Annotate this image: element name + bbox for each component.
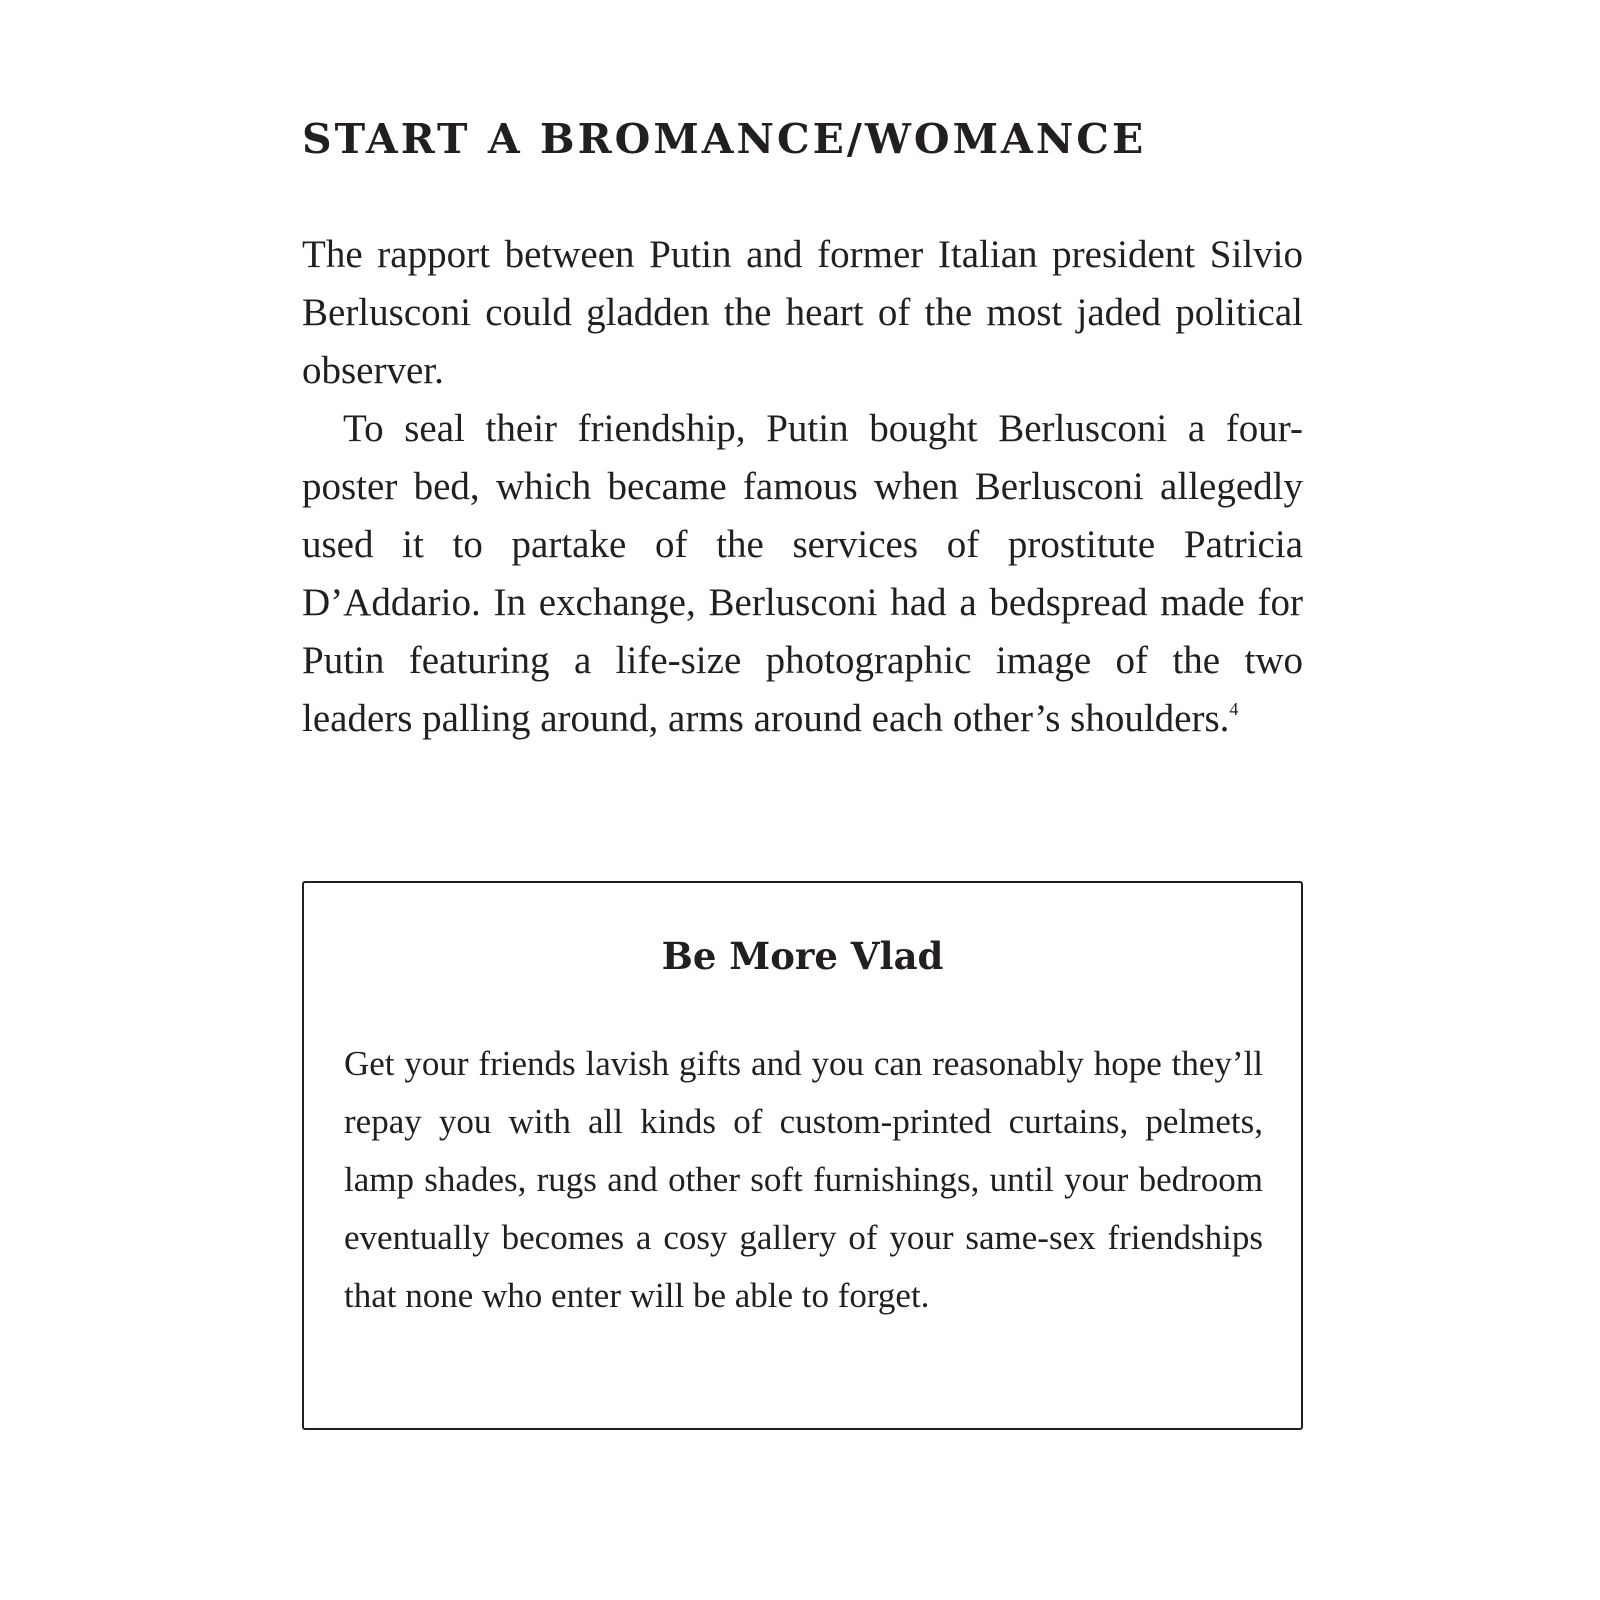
sidebar-box [302,881,1303,1430]
body-text [302,226,1303,748]
paragraph-2-text: To seal their friendship, Putin bought Berlusconi a four-poster bed, which became famous when Berlusconi allegedly used it to partake of the services of prostitute Patricia D’Addario. In exchange, Berlusconi had a bedspread made for Putin featuring a life-size photographic image of the two leaders palling around, arms around each other’s shoulders. [302,407,1303,740]
paragraph-2 [302,400,1303,748]
paragraph-1: The rapport between Putin and former Italian president Silvio Berlusconi could gladden the heart of the most jaded political observer. [302,233,1303,392]
sidebar-title: Be More Vlad [661,934,944,978]
book-page [302,0,1303,1600]
section-heading: START A BROMANCE/WOMANCE [302,115,1147,163]
sidebar-text: Get your friends lavish gifts and you can reasonably hope they’ll repay you with all kinds of custom-printed curtains, pelmets, lamp shades, rugs and other soft furnishings, until your bedroom eventually becomes a cosy gallery of your same-sex friendships that none who enter will be able to forget. [344,1044,1263,1315]
footnote-reference[interactable]: 4 [1229,699,1239,719]
